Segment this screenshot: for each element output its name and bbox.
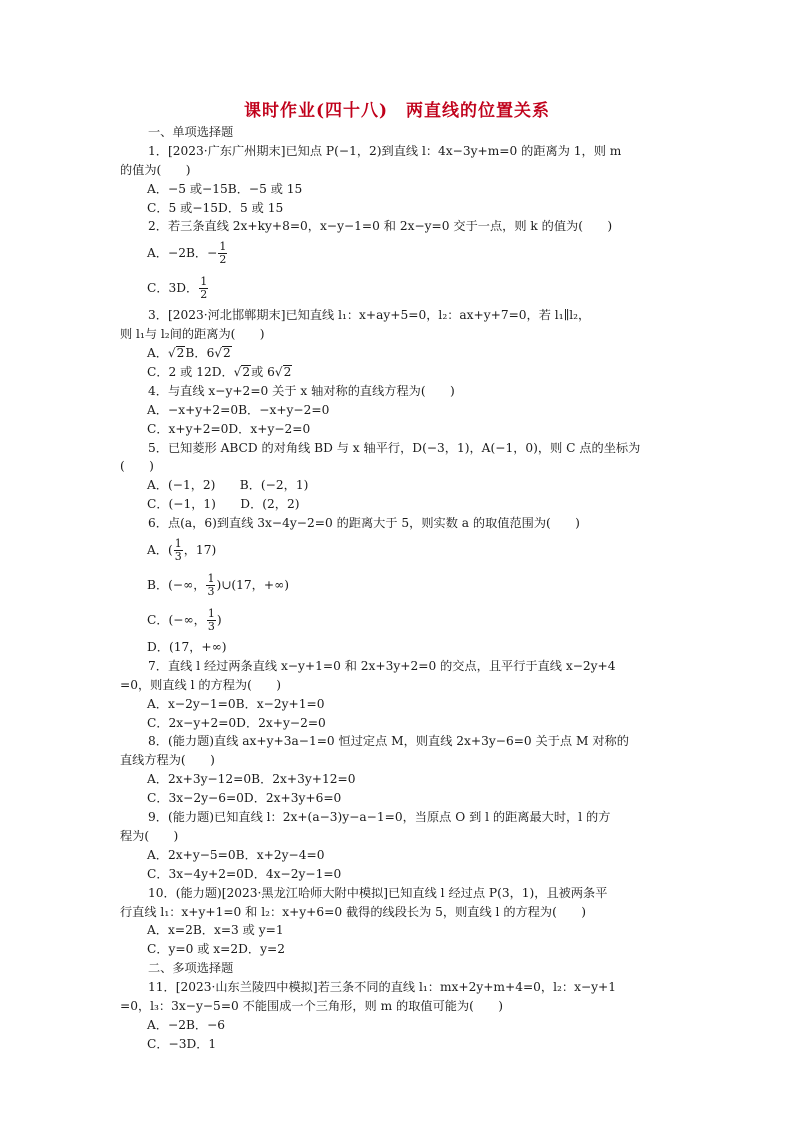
sqrt-sign: √: [233, 365, 242, 380]
q6-option-b-tail: )∪(17，+∞): [216, 578, 289, 593]
sqrt-sign: √: [214, 346, 222, 361]
q6-option-b-label: B．(−∞，: [147, 578, 206, 593]
q4-options-cd: C．x+y+2=0D．x+y−2=0: [147, 421, 311, 436]
q9-options-ab: A．2x+y−5=0B．x+2y−4=0: [147, 847, 325, 862]
q7-options-cd: C．2x−y+2=0D．2x+y−2=0: [147, 715, 326, 730]
q3-option-d-text: 或 6: [251, 365, 275, 380]
q3-option-b-label: B．6: [185, 346, 215, 361]
q2-option-text: A．−2B．−: [147, 246, 218, 261]
q9-stem: 9．(能力题)已知直线 l：2x+(a−3)y−a−1=0，当原点 O 到 l 的距离最大时，l 的方: [148, 810, 611, 825]
fraction-denominator: 3: [207, 620, 215, 634]
q6-option-c: [120, 603, 680, 638]
q4-stem: 4．与直线 x−y+2=0 关于 x 轴对称的直线方程为( ): [148, 383, 455, 398]
page-title: [0, 96, 794, 121]
q6-stem: 6．点(a，6)到直线 3x−4y−2=0 的距离大于 5，则实数 a 的取值范围为( ): [148, 516, 580, 531]
fraction-one-half: [218, 241, 227, 266]
sqrt-radicand: 2: [176, 346, 185, 361]
section-heading-single-choice: 一、单项选择题: [148, 125, 234, 139]
q8-stem: 8．(能力题)直线 ax+y+3a−1=0 恒过定点 M，则直线 2x+3y−6=0 关于点 M 对称的: [148, 734, 629, 749]
q1-options-ab: A．−5 或−15B．−5 或 15: [147, 181, 303, 196]
sqrt-radicand: 2: [222, 346, 231, 361]
fraction-one-third: [207, 608, 216, 633]
q7-stem-cont: =0，则直线 l 的方程为( ): [120, 677, 281, 692]
q6-option-a: [120, 533, 680, 568]
q10-options-ab: A．x=2B．x=3 或 y=1: [147, 923, 284, 938]
q2-option-text: C．3D．: [147, 281, 199, 296]
q10-stem-cont: 行直线 l₁：x+y+1=0 和 l₂：x+y+6=0 截得的线段长为 5，则直线 l 的方程为( ): [120, 904, 586, 919]
q2-options-ab: [120, 236, 680, 271]
q11-options-cd: C．−3D．1: [147, 1036, 217, 1051]
q3-stem: 3．[2023·河北邯郸期末]已知直线 l₁：x+ay+5=0，l₂：ax+y+7=0，若 l₁∥l₂，: [148, 308, 591, 323]
q10-stem: 10．(能力题)[2023·黑龙江哈师大附中模拟]已知直线 l 经过点 P(3，1)，且被两条平: [148, 885, 608, 900]
sqrt-radicand: 2: [242, 365, 251, 380]
sqrt-sign: √: [168, 346, 176, 361]
q11-options-ab: A．−2B．−6: [147, 1017, 226, 1032]
fraction-denominator: 2: [219, 253, 227, 267]
q10-options-cd: C．y=0 或 x=2D．y=2: [147, 942, 285, 957]
q11-stem-cont: =0，l₃：3x−y−5=0 不能围成一个三角形，则 m 的取值可能为( ): [120, 998, 504, 1013]
q3-option-c-label: C．2 或 12D．: [147, 365, 234, 380]
q6-option-d: D．(17，+∞): [147, 640, 227, 655]
q9-stem-cont: 程为( ): [120, 828, 179, 843]
q3-options-cd: [120, 363, 680, 382]
fraction-numerator: 1: [200, 275, 208, 289]
q8-stem-cont: 直线方程为( ): [120, 753, 215, 768]
q3-options-ab: [120, 344, 680, 363]
q1-stem: 1．[2023·广东广州期末]已知点 P(−1，2)到直线 l：4x−3y+m=0 的距离为 1，则 m: [148, 143, 622, 158]
fraction-numerator: 1: [207, 572, 215, 586]
q6-option-c-tail: ): [216, 613, 222, 628]
fraction-denominator: 2: [200, 288, 208, 302]
fraction-one-third: [206, 573, 215, 598]
fraction-one-third: [174, 538, 183, 563]
q5-stem-cont: ( ): [120, 459, 154, 474]
question-list: [120, 123, 680, 1054]
q8-options-ab: A．2x+3y−12=0B．2x+3y+12=0: [147, 772, 356, 787]
fraction-numerator: 1: [207, 607, 215, 621]
fraction-numerator: 1: [219, 240, 227, 254]
q9-options-cd: C．3x−4y+2=0D．4x−2y−1=0: [147, 866, 342, 881]
q6-option-b: [120, 568, 680, 603]
q6-option-a-tail: ，17): [183, 543, 217, 558]
fraction-numerator: 1: [174, 537, 182, 551]
q3-stem-cont: 则 l₁与 l₂间的距离为( ): [120, 327, 265, 342]
q6-option-c-label: C．(−∞，: [147, 613, 206, 628]
fraction-denominator: 3: [207, 585, 215, 599]
q7-stem: 7．直线 l 经过两条直线 x−y+1=0 和 2x+3y+2=0 的交点，且平行于直线 x−2y+4: [148, 658, 616, 673]
section-heading-multi-choice: 二、多项选择题: [148, 961, 234, 976]
q3-option-a-label: A．: [147, 346, 168, 361]
fraction-denominator: 3: [174, 550, 182, 564]
q2-stem: 2．若三条直线 2x+ky+8=0，x−y−1=0 和 2x−y=0 交于一点，则 k 的值为( ): [148, 219, 613, 234]
q2-options-cd: [120, 271, 680, 306]
q5-options-cd: C．(−1，1) D．(2，2): [147, 497, 300, 512]
q5-options-ab: A．(−1，2) B．(−2，1): [147, 478, 309, 493]
q8-options-cd: C．3x−2y−6=0D．2x+3y+6=0: [147, 791, 342, 806]
sqrt-sign: √: [274, 365, 283, 380]
q6-option-a-label: A．(: [147, 543, 173, 558]
title-topic: 两直线的位置关系: [406, 101, 551, 121]
q11-stem: 11．[2023·山东兰陵四中模拟]若三条不同的直线 l₁：mx+2y+m+4=0，l₂：x−y+1: [148, 980, 617, 995]
fraction-one-half: [199, 276, 208, 301]
q1-options-cd: C．5 或−15D．5 或 15: [147, 200, 284, 215]
q1-stem-cont: 的值为( ): [120, 162, 191, 177]
q4-options-ab: A．−x+y+2=0B．−x+y−2=0: [147, 402, 330, 417]
title-main: 课时作业(四十八): [243, 101, 389, 121]
sqrt-radicand: 2: [283, 365, 292, 380]
q7-options-ab: A．x−2y−1=0B．x−2y+1=0: [147, 696, 325, 711]
q5-stem: 5．已知菱形 ABCD 的对角线 BD 与 x 轴平行，D(−3，1)，A(−1，0)，则 C 点的坐标为: [148, 440, 641, 455]
